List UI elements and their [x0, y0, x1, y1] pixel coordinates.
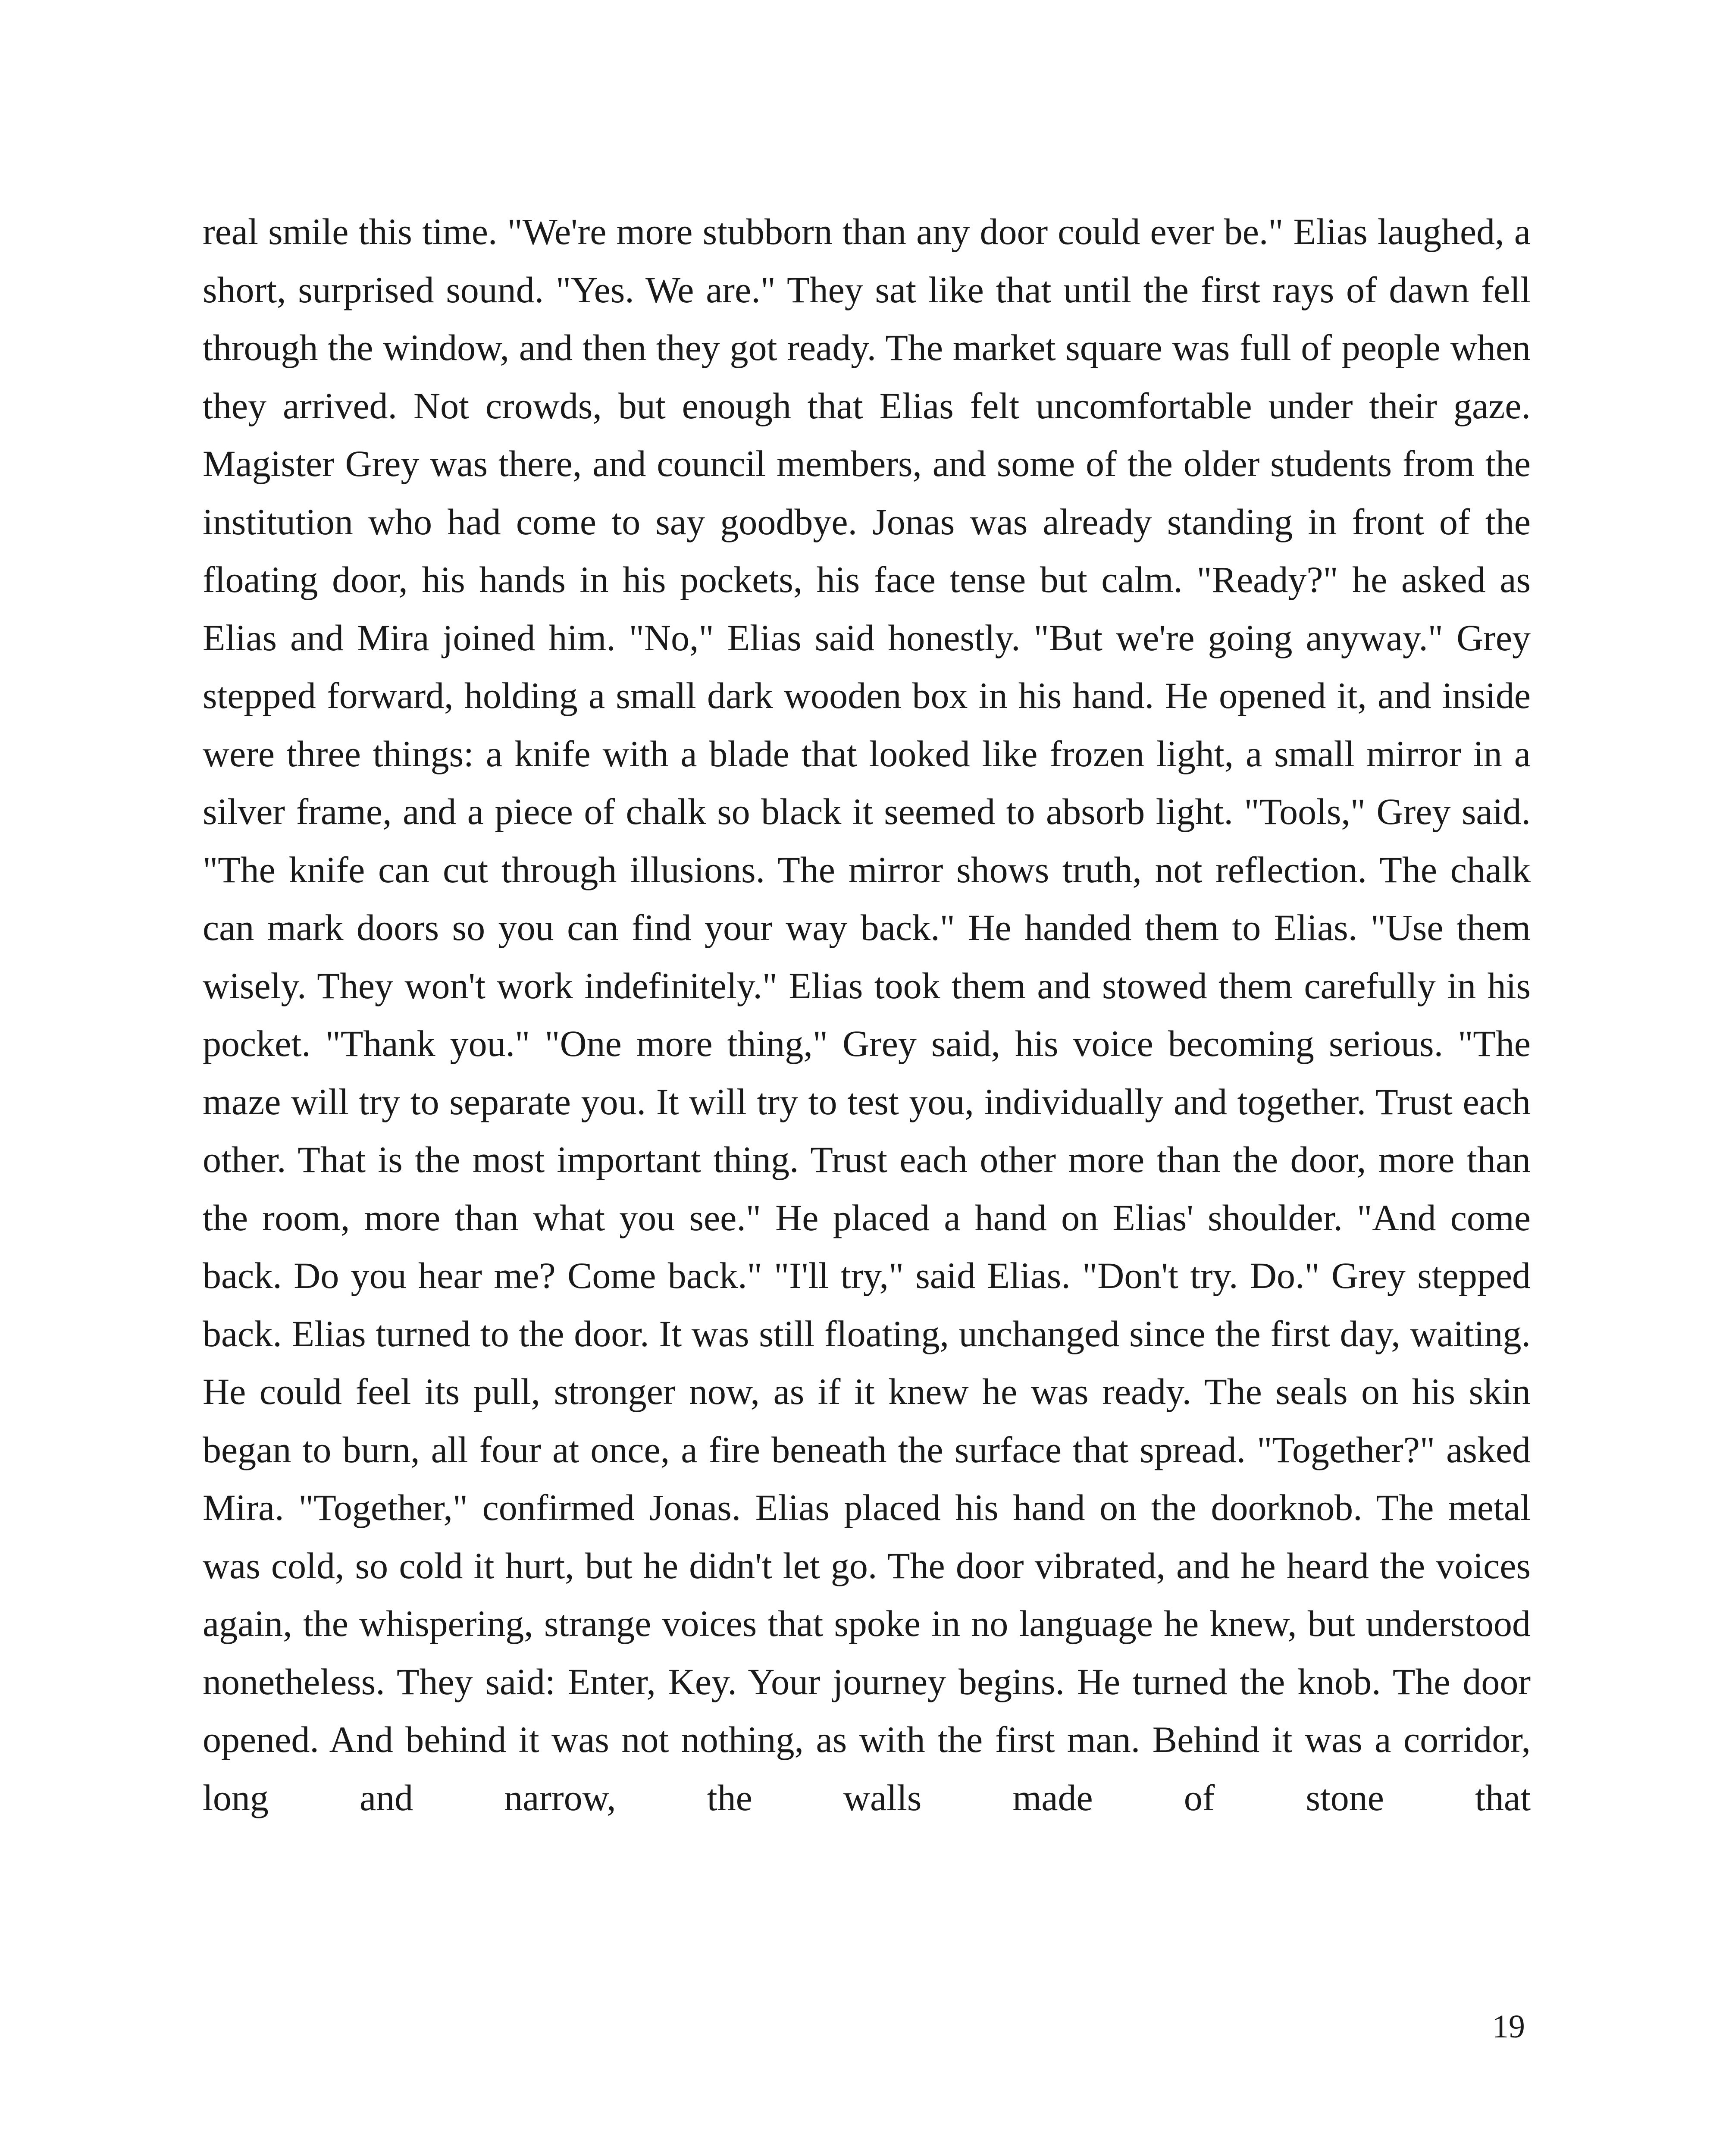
body-paragraph: real smile this time. "We're more stubborn than any door could ever be." Elias laughed, a short, surprised sound. "Yes. We are." They sat like that until the first rays of dawn fell through the window, and then they got ready. The market square was full of people when they arrived. Not crowds, but enough that Elias felt uncomfortable under their gaze. Magister Grey was there, and council members, and some of the older students from the institution who had come to say goodbye. Jonas was already standing in front of the floating door, his hands in his pockets, his face tense but calm. "Ready?" he asked as Elias and Mira joined him. "No," Elias said honestly. "But we're going anyway." Grey stepped forward, holding a small dark wooden box in his hand. He opened it, and inside were three things: a knife with a blade that looked like frozen light, a small mirror in a silver frame, and a piece of chalk so black it seemed to absorb light. "Tools," Grey said. "The knife can cut through illusions. The mirror shows truth, not reflection. The chalk can mark doors so you can find your way back." He handed them to Elias. "Use them wisely. They won't work indefinitely." Elias took them and stowed them carefully in his pocket. "Thank you." "One more thing," Grey said, his voice becoming serious. "The maze will try to separate you. It will try to test you, individually and together. Trust each other. That is the most important thing. Trust each other more than the door, more than the room, more than what you see." He placed a hand on Elias' shoulder. "And come back. Do you hear me? Come back." "I'll try," said Elias. "Don't try. Do." Grey stepped back. Elias turned to the door. It was still floating, unchanged since the first day, waiting. He could feel its pull, stronger now, as if it knew he was ready. The seals on his skin began to burn, all four at once, a fire beneath the surface that spread. "Together?" asked Mira. "Together," confirmed Jonas. Elias placed his hand on the doorknob. The metal was cold, so cold it hurt, but he didn't let go. The door vibrated, and he heard the voices again, the whispering, strange voices that spoke in no language he knew, but understood nonetheless. They said: Enter, Key. Your journey begins. He turned the knob. The door opened. And behind it was not nothing, as with the first man. Behind it was a corridor, long and narrow, the walls made of stone that	[203, 211, 1531, 1818]
page-number: 19	[1492, 2009, 1525, 2045]
